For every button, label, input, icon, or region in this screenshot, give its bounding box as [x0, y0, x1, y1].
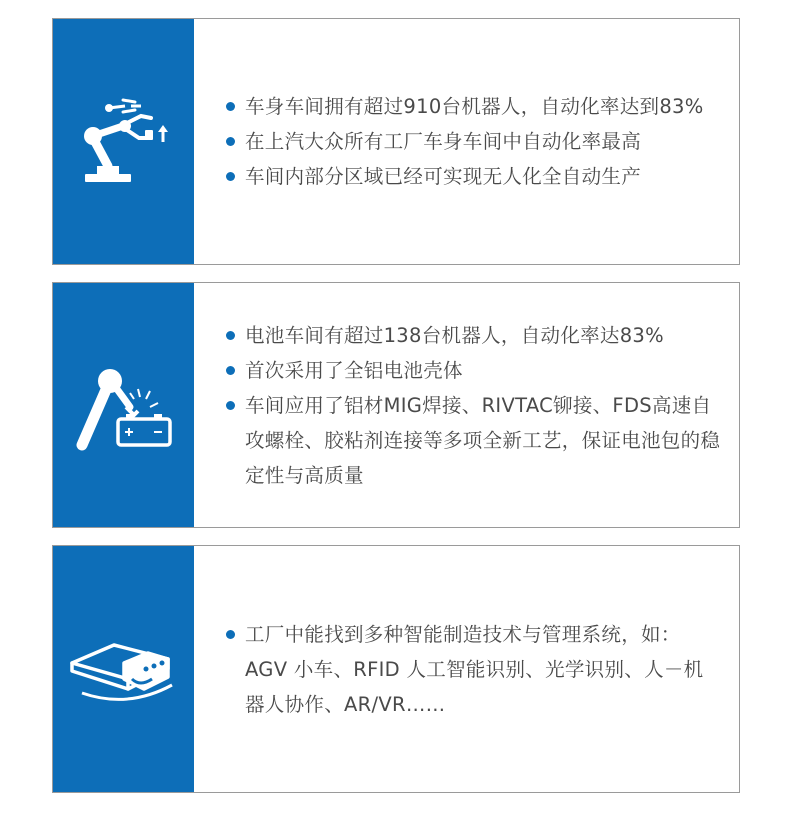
list-item: 首次采用了全铝电池壳体: [226, 353, 721, 388]
list-item: 车身车间拥有超过910台机器人，自动化率达到83%: [226, 89, 704, 124]
list-item: 在上汽大众所有工厂车身车间中自动化率最高: [226, 124, 704, 159]
text-panel: [194, 546, 739, 792]
list-item: 电池车间有超过138台机器人，自动化率达83%: [226, 318, 721, 353]
list-item: 车间应用了铝材MIG焊接、RIVTAC铆接、FDS高速自攻螺栓、胶粘剂连接等多项全新工艺，保证电池包的稳定性与高质量: [226, 388, 721, 493]
info-card-smart-manufacturing: [52, 545, 740, 793]
icon-panel: [53, 546, 194, 792]
bullet-list: [226, 89, 704, 194]
bullet-list: [226, 617, 721, 722]
battery-welding-robot-icon: [74, 357, 174, 453]
icon-panel: [53, 283, 194, 527]
list-item: 车间内部分区域已经可实现无人化全自动生产: [226, 159, 704, 194]
bullet-list: [226, 318, 721, 493]
list-item: 工厂中能找到多种智能制造技术与管理系统，如：AGV 小车、RFID 人工智能识别、光学识别、人－机器人协作、AR/VR……: [226, 617, 721, 722]
info-card-battery-shop: [52, 282, 740, 528]
info-card-body-shop: [52, 18, 740, 265]
text-panel: [194, 283, 739, 527]
text-panel: [194, 19, 739, 264]
agv-vehicle-icon: [68, 633, 180, 705]
robot-arm-icon: [79, 94, 169, 190]
icon-panel: [53, 19, 194, 264]
